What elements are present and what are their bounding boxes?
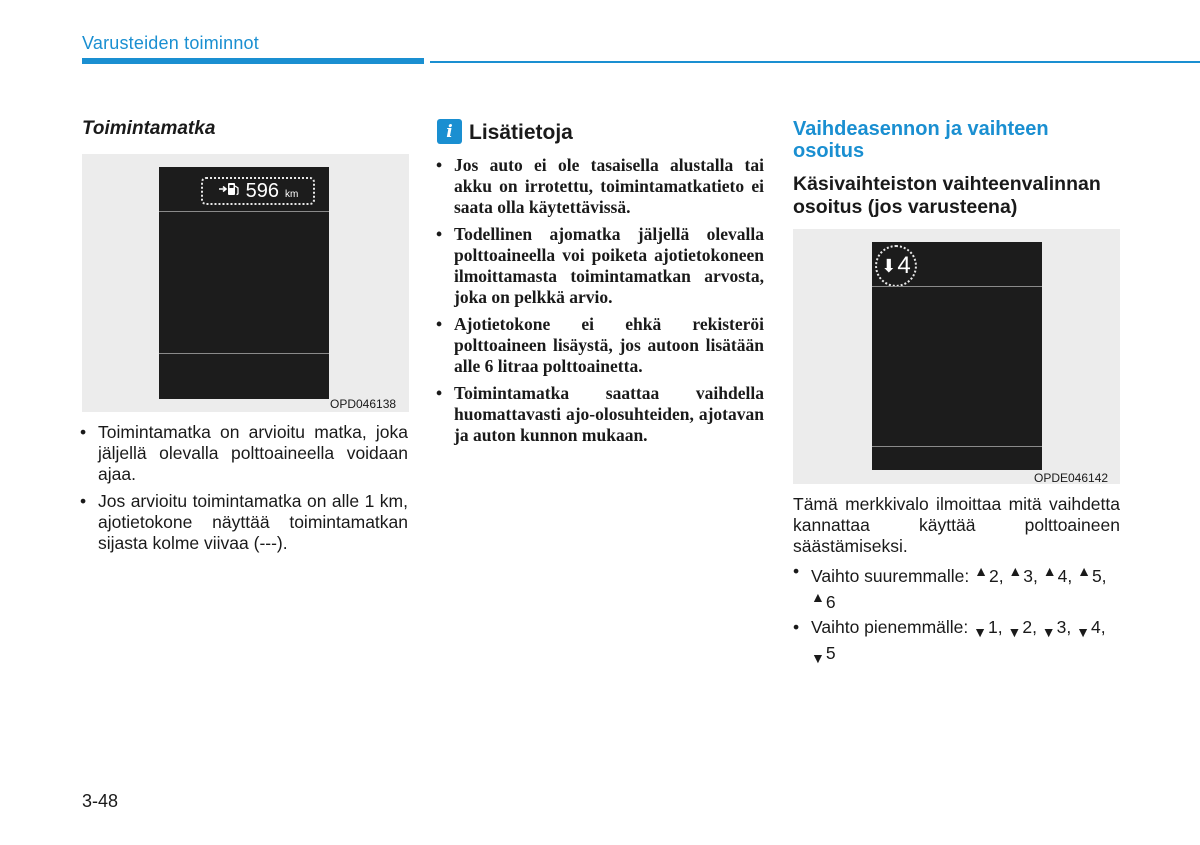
gear-value: 2 (988, 566, 999, 586)
gear-number: 4 (897, 252, 911, 279)
cluster-display-range (159, 167, 329, 399)
range-readout (201, 177, 315, 205)
display-divider-bottom (159, 353, 329, 354)
fuel-pump-icon (218, 181, 240, 202)
upshift-item: • Vaihto suuremmalle: ▲2, ▲3, ▲4, ▲5, ▲6 (793, 561, 1120, 613)
down-triangle-icon: ▼ (1007, 624, 1022, 640)
header-rule-thick (82, 58, 424, 64)
gear-value: 1 (988, 617, 998, 637)
up-triangle-icon: ▲ (1077, 563, 1091, 579)
up-triangle-icon: ▲ (974, 563, 988, 579)
downshift-item: • Vaihto pienemmälle: ▼1, ▼2, ▼3, ▼4, ▼5 (793, 617, 1120, 669)
manual-gear-subheading: Käsivaihteiston vaihteenvalinnan osoitus (jos varusteena) (793, 173, 1101, 218)
gear-value: 3 (1023, 566, 1034, 586)
range-heading: Toimintamatka (82, 118, 216, 139)
list-item: • Jos arvioitu toimintamatka on alle 1 km, ajotietokone näyttää toimintamatkan sijasta kolme viivaa (---). (80, 491, 408, 554)
upshift-label: Vaihto suuremmalle: (811, 566, 970, 586)
display-divider-top (872, 286, 1042, 287)
display-divider-bottom (872, 446, 1042, 447)
range-unit: km (285, 188, 299, 200)
header-rule-thin (430, 61, 1200, 63)
gear-shift-indicator (875, 245, 917, 287)
info-icon: i (437, 119, 462, 144)
up-triangle-icon: ▲ (811, 589, 825, 605)
shift-bullet-list (793, 561, 1120, 673)
down-arrow-icon: ⬇ (881, 255, 897, 276)
info-title: Lisätietoja (469, 121, 573, 144)
gear-indicator-description: Tämä merkkivalo ilmoittaa mitä vaihdetta kannattaa käyttää polttoaineen säästämiseksi. (793, 494, 1120, 556)
up-triangle-icon: ▲ (1008, 563, 1023, 579)
cluster-display-gear (872, 242, 1042, 470)
downshift-label: Vaihto pienemmälle: (811, 617, 969, 637)
range-bullet-list (80, 422, 408, 560)
gear-value: 5 (1091, 566, 1102, 586)
list-item: • Todellinen ajomatka jäljellä olevalla polttoaineella voi poiketa ajotietokoneen ilmoittamasta toimintamatkan arvosta, joka on pelkkä arvio. (436, 224, 764, 308)
list-item: • Toimintamatka saattaa vaihdella huomattavasti ajo-olosuhteiden, ajotavan ja auton kunnon mukaan. (436, 383, 764, 446)
list-item: • Ajotietokone ei ehkä rekisteröi polttoaineen lisäystä, jos autoon lisätään alle 6 litraa polttoainetta. (436, 314, 764, 377)
range-value: 596 (245, 179, 280, 202)
display-divider-top (159, 211, 329, 212)
gear-value: 2 (1022, 617, 1033, 637)
down-triangle-icon: ▼ (811, 650, 825, 666)
figure-code: OPD046138 (330, 397, 397, 411)
list-item: • Toimintamatka on arvioitu matka, joka jäljellä olevalla polttoaineella voidaan ajaa. (80, 422, 408, 485)
gear-value: 5 (825, 643, 836, 663)
page-number: 3-48 (82, 791, 119, 811)
list-item: • Jos auto ei ole tasaisella alustalla tai akku on irrotettu, toimintamatkatieto ei saata olla käytettävissä. (436, 155, 764, 218)
down-triangle-icon: ▼ (1076, 624, 1090, 640)
up-triangle-icon: ▲ (1042, 563, 1057, 579)
down-triangle-icon: ▼ (1041, 624, 1056, 640)
running-header: Varusteiden toiminnot (82, 33, 259, 53)
gear-value: 3 (1056, 617, 1067, 637)
gear-indicator-heading: Vaihdeasennon ja vaihteen osoitus (793, 118, 1049, 162)
down-triangle-icon: ▼ (973, 624, 987, 640)
gear-value: 4 (1090, 617, 1101, 637)
gear-value: 6 (825, 592, 836, 612)
info-bullet-list (436, 155, 764, 452)
figure-code: OPDE046142 (1034, 471, 1109, 485)
gear-value: 4 (1057, 566, 1068, 586)
